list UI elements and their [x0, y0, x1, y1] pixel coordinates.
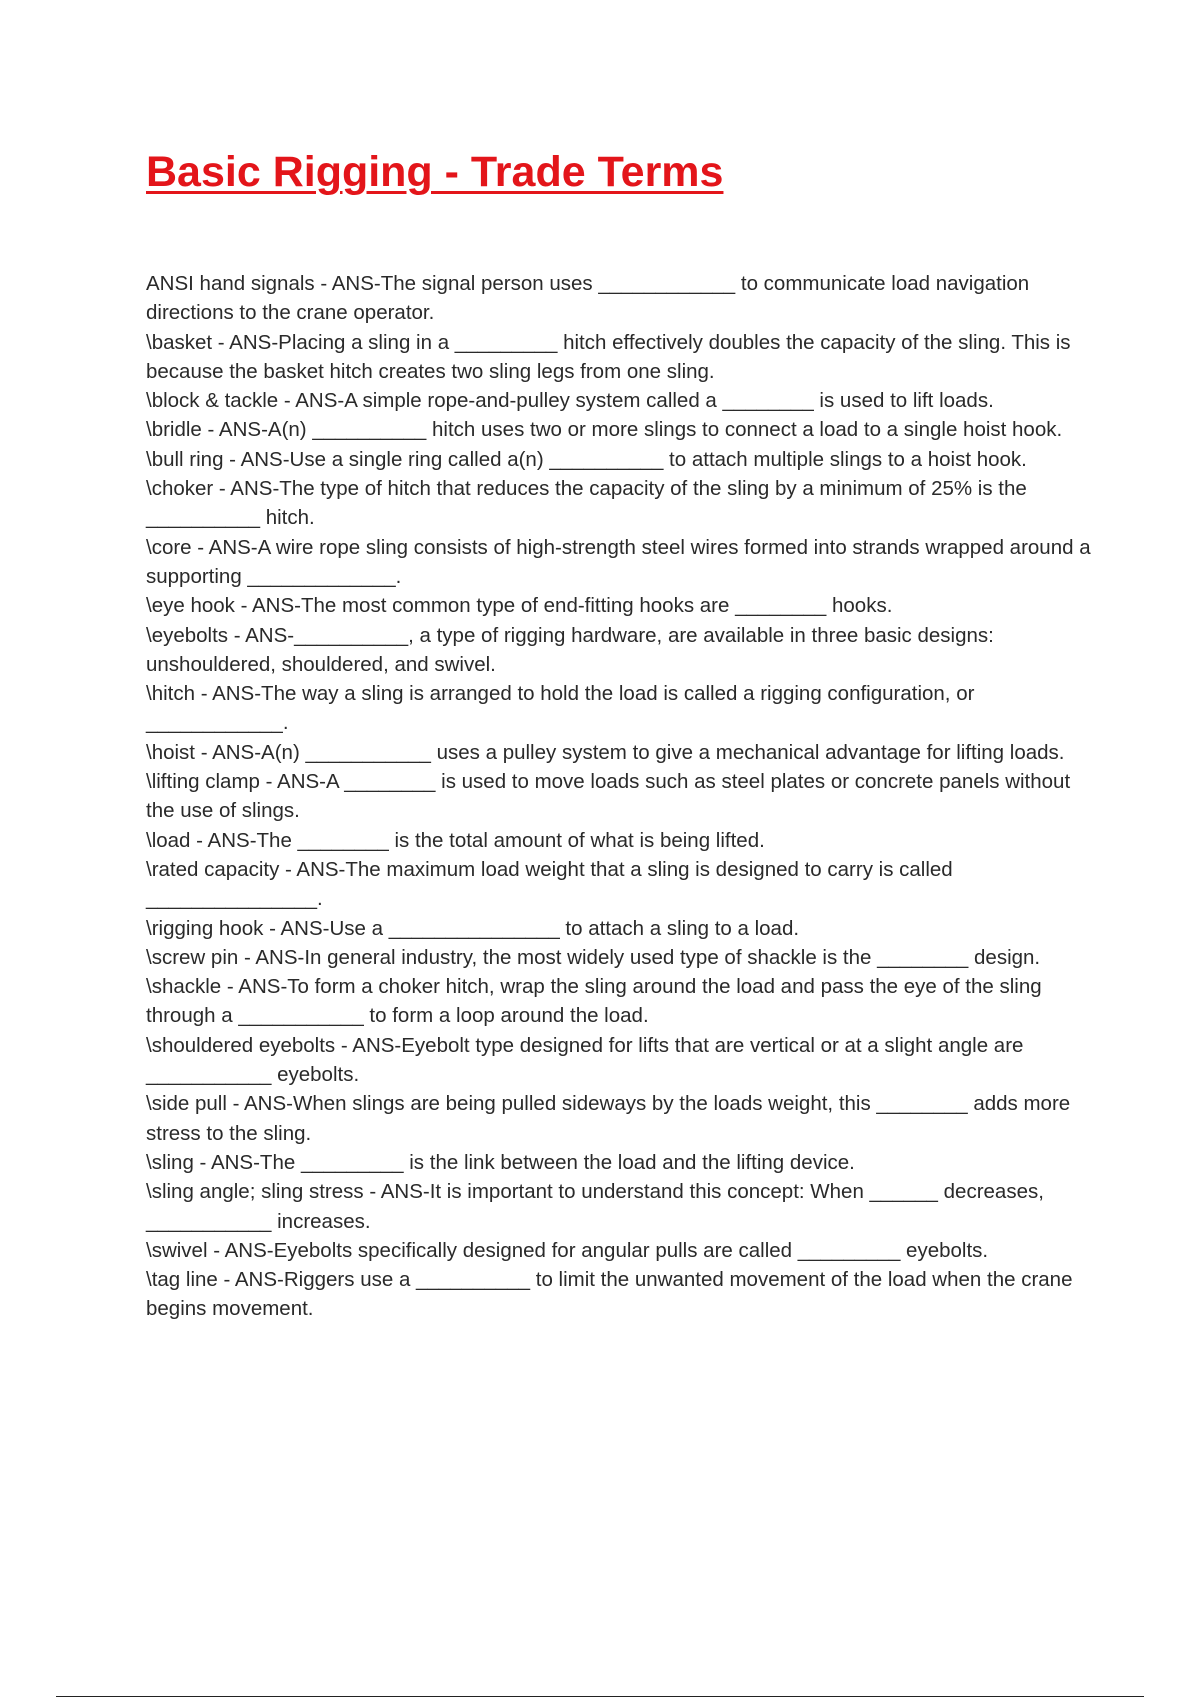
term-choker: \choker - ANS-The type of hitch that reduces the capacity of the sling by a minimum of 25% is the __________ hitch.	[146, 477, 1027, 530]
term-bull-ring: \bull ring - ANS-Use a single ring called a(n) __________ to attach multiple slings to a hoist hook.	[146, 447, 1027, 471]
term-hitch: \hitch - ANS-The way a sling is arranged to hold the load is called a rigging configuration, or ____________.	[146, 682, 975, 735]
term-block-and-tackle: \block & tackle - ANS-A simple rope-and-pulley system called a ________ is used to lift loads.	[146, 389, 994, 413]
footer-divider	[56, 1696, 1144, 1697]
term-core: \core - ANS-A wire rope sling consists of high-strength steel wires formed into strands wrapped around a supporting _____________.	[146, 535, 1091, 588]
term-side-pull: \side pull - ANS-When slings are being pulled sideways by the loads weight, this ________ adds more stress to the sling.	[146, 1092, 1071, 1145]
term-eye-hook: \eye hook - ANS-The most common type of end-fitting hooks are ________ hooks.	[146, 594, 893, 618]
term-screw-pin: \screw pin - ANS-In general industry, the most widely used type of shackle is the ________ design.	[146, 945, 1041, 969]
term-sling-angle: \sling angle; sling stress - ANS-It is important to understand this concept: When ______ decreases, ___________ increases.	[146, 1180, 1044, 1233]
terms-list	[146, 269, 1096, 1324]
term-shouldered-eyebolts: \shouldered eyebolts - ANS-Eyebolt type designed for lifts that are vertical or at a slight angle are ___________ eyebolts.	[146, 1033, 1024, 1087]
term-bridle: \bridle - ANS-A(n) __________ hitch uses two or more slings to connect a load to a single hoist hook.	[146, 418, 1063, 442]
term-swivel: \swivel - ANS-Eyebolts specifically designed for angular pulls are called _________ eyebolts.	[146, 1238, 989, 1262]
term-ansi-hand-signals: ANSI hand signals - ANS-The signal person uses ____________ to communicate load navigation directions to the crane operator.	[146, 272, 1030, 325]
term-sling: \sling - ANS-The _________ is the link between the load and the lifting device.	[146, 1150, 855, 1174]
term-rigging-hook: \rigging hook - ANS-Use a _______________ to attach a sling to a load.	[146, 916, 800, 940]
page-title: Basic Rigging - Trade Terms	[146, 148, 724, 196]
term-load: \load - ANS-The ________ is the total amount of what is being lifted.	[146, 828, 765, 852]
term-tag-line: \tag line - ANS-Riggers use a __________ to limit the unwanted movement of the load when the crane begins movement.	[146, 1268, 1073, 1321]
term-basket: \basket - ANS-Placing a sling in a _________ hitch effectively doubles the capacity of the sling. This is because the basket hitch creates two sling legs from one sling.	[146, 330, 1071, 383]
term-eyebolts: \eyebolts - ANS-__________, a type of rigging hardware, are available in three basic designs: unshouldered, shouldered, and swivel.	[146, 623, 994, 676]
term-hoist: \hoist - ANS-A(n) ___________ uses a pulley system to give a mechanical advantage for lifting loads.	[146, 740, 1065, 764]
term-shackle: \shackle - ANS-To form a choker hitch, wrap the sling around the load and pass the eye of the sling through a ___________ to form a loop around the load.	[146, 975, 1042, 1028]
term-rated-capacity: \rated capacity - ANS-The maximum load weight that a sling is designed to carry is called _______________.	[146, 857, 953, 911]
term-lifting-clamp: \lifting clamp - ANS-A ________ is used to move loads such as steel plates or concrete panels without the use of slings.	[146, 770, 1071, 823]
